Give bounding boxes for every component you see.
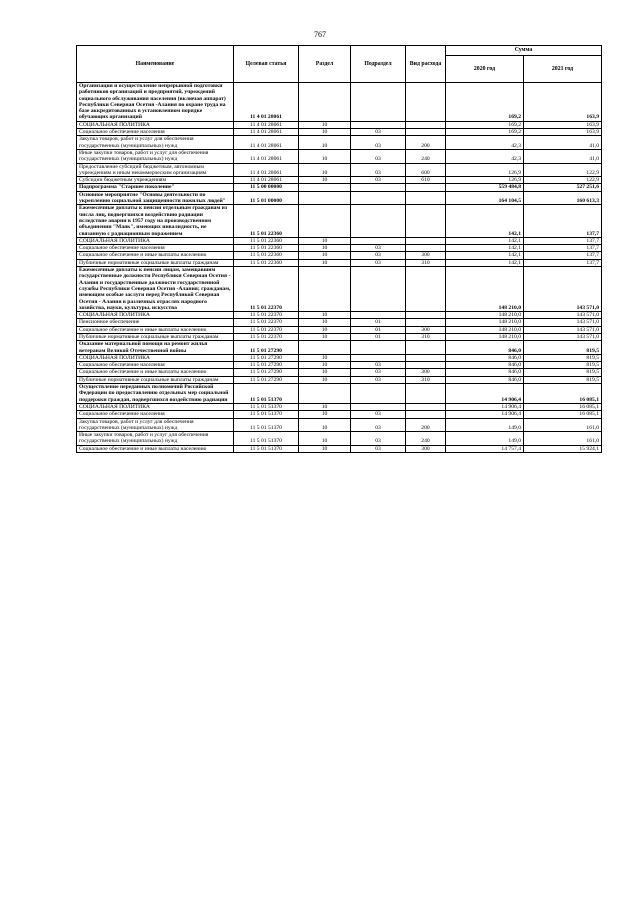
- table-row: [77, 411, 602, 418]
- table-row: [77, 252, 602, 259]
- cell-sum-2020: 164 104,5: [446, 191, 524, 205]
- cell-sum-2021: 527 251,6: [524, 184, 602, 191]
- cell-target-code: 11 5 01 22360: [234, 237, 299, 244]
- cell-expense-type: 300: [406, 369, 446, 376]
- cell-sum-2020: 846,0: [446, 362, 524, 369]
- cell-target-code: 11 5 01 00000: [234, 191, 299, 205]
- cell-subsection: 03: [351, 177, 406, 184]
- cell-sum-2020: 846,0: [446, 376, 524, 383]
- cell-subsection: 03: [351, 362, 406, 369]
- cell-section: [299, 267, 351, 312]
- cell-subsection: [351, 354, 406, 361]
- table-row: [77, 245, 602, 252]
- cell-section: 10: [299, 403, 351, 410]
- table-row: [77, 445, 602, 452]
- cell-expense-type: [406, 403, 446, 410]
- cell-target-code: 11 5 01 51370: [234, 418, 299, 432]
- cell-expense-type: [406, 362, 446, 369]
- cell-sum-2021: 137,7: [524, 252, 602, 259]
- cell-target-code: 11 5 01 51370: [234, 445, 299, 452]
- cell-sum-2020: 846,0: [446, 354, 524, 361]
- cell-section: 10: [299, 411, 351, 418]
- cell-expense-type: [406, 121, 446, 128]
- cell-sum-2020: 126,9: [446, 177, 524, 184]
- cell-expense-type: 610: [406, 177, 446, 184]
- cell-sum-2021: 143 571,0: [524, 312, 602, 319]
- cell-expense-type: 310: [406, 259, 446, 266]
- cell-expense-type: 310: [406, 376, 446, 383]
- cell-section: 10: [299, 121, 351, 128]
- cell-section: [299, 205, 351, 237]
- cell-sum-2021: 137,7: [524, 205, 602, 237]
- cell-sum-2020: 142,1: [446, 252, 524, 259]
- cell-name: Социальное обеспечение и иные выплаты населению: [77, 326, 234, 333]
- cell-section: 10: [299, 445, 351, 452]
- cell-subsection: [351, 237, 406, 244]
- cell-sum-2020: 148 210,0: [446, 333, 524, 340]
- cell-target-code: 11 5 01 22360: [234, 252, 299, 259]
- cell-sum-2021: 122,9: [524, 177, 602, 184]
- cell-subsection: 03: [351, 252, 406, 259]
- cell-subsection: 03: [351, 129, 406, 136]
- table-row: [77, 83, 602, 122]
- table-row: [77, 177, 602, 184]
- table-row: [77, 312, 602, 319]
- cell-sum-2020: 14 757,4: [446, 445, 524, 452]
- cell-target-code: 11 4 01 28061: [234, 136, 299, 150]
- cell-section: 10: [299, 129, 351, 136]
- cell-target-code: 11 4 01 28061: [234, 129, 299, 136]
- cell-expense-type: 200: [406, 418, 446, 432]
- table-row: [77, 163, 602, 177]
- cell-target-code: 11 5 01 22370: [234, 312, 299, 319]
- cell-expense-type: [406, 129, 446, 136]
- cell-sum-2021: 163,9: [524, 121, 602, 128]
- table-body: [77, 83, 602, 453]
- budget-table: [76, 45, 602, 453]
- cell-target-code: 11 4 01 28061: [234, 83, 299, 122]
- cell-subsection: [351, 191, 406, 205]
- cell-sum-2021: 137,7: [524, 237, 602, 244]
- page-number: 767: [314, 30, 326, 39]
- cell-section: 10: [299, 376, 351, 383]
- table-row: [77, 129, 602, 136]
- cell-subsection: [351, 384, 406, 404]
- cell-name: Пенсионное обеспечение: [77, 319, 234, 326]
- cell-subsection: 03: [351, 163, 406, 177]
- cell-subsection: 01: [351, 326, 406, 333]
- cell-sum-2020: 14 906,4: [446, 411, 524, 418]
- cell-section: [299, 341, 351, 355]
- cell-name: Социальное обеспечение и иные выплаты населению: [77, 252, 234, 259]
- cell-sum-2020: 42,3: [446, 136, 524, 150]
- cell-target-code: 11 5 01 22370: [234, 326, 299, 333]
- table-row: [77, 418, 602, 432]
- table-row: [77, 149, 602, 163]
- cell-expense-type: [406, 319, 446, 326]
- cell-name: Социальное обеспечение населения: [77, 411, 234, 418]
- cell-target-code: 11 5 01 27290: [234, 376, 299, 383]
- table-row: [77, 333, 602, 340]
- cell-target-code: 11 5 01 22360: [234, 205, 299, 237]
- cell-sum-2020: 148 210,0: [446, 267, 524, 312]
- cell-section: [299, 184, 351, 191]
- cell-section: 10: [299, 237, 351, 244]
- cell-target-code: 11 4 01 28061: [234, 149, 299, 163]
- cell-target-code: 11 5 01 27290: [234, 362, 299, 369]
- cell-target-code: 11 5 01 51370: [234, 384, 299, 404]
- table-row: [77, 267, 602, 312]
- cell-sum-2021: 122,9: [524, 163, 602, 177]
- cell-expense-type: 300: [406, 252, 446, 259]
- header-target: Целевая статья: [234, 46, 299, 83]
- cell-section: 10: [299, 177, 351, 184]
- header-year-2021: 2021 год: [524, 56, 602, 83]
- header-subsection: Подраздел: [351, 46, 406, 83]
- cell-section: 10: [299, 319, 351, 326]
- cell-section: 10: [299, 312, 351, 319]
- cell-sum-2021: 16 085,1: [524, 411, 602, 418]
- cell-section: 10: [299, 333, 351, 340]
- cell-target-code: 11 4 01 28061: [234, 163, 299, 177]
- cell-expense-type: [406, 354, 446, 361]
- cell-name: Социальное обеспечение населения: [77, 362, 234, 369]
- cell-sum-2020: 142,1: [446, 259, 524, 266]
- cell-sum-2021: 143 571,0: [524, 267, 602, 312]
- cell-name: Публичные нормативные социальные выплаты гражданам: [77, 376, 234, 383]
- table-row: [77, 362, 602, 369]
- cell-target-code: 11 5 00 00000: [234, 184, 299, 191]
- cell-expense-type: [406, 83, 446, 122]
- cell-target-code: 11 5 01 27290: [234, 354, 299, 361]
- cell-sum-2020: 148 210,0: [446, 312, 524, 319]
- cell-section: 10: [299, 252, 351, 259]
- cell-target-code: 11 5 01 22370: [234, 319, 299, 326]
- cell-name: Иные закупки товаров, работ и услуг для обеспечения государственных (муниципальных) нужд: [77, 149, 234, 163]
- cell-subsection: [351, 341, 406, 355]
- cell-target-code: 11 5 01 22370: [234, 333, 299, 340]
- cell-name: Осуществление переданных полномочий Российской Федерации по предоставлению отдельных мер социальной поддержки граждан, подвергшихся воздействию радиации: [77, 384, 234, 404]
- cell-sum-2020: 169,2: [446, 83, 524, 122]
- cell-name: СОЦИАЛЬНАЯ ПОЛИТИКА: [77, 403, 234, 410]
- cell-expense-type: 240: [406, 432, 446, 446]
- header-name: Наименование: [77, 46, 234, 83]
- table-row: [77, 403, 602, 410]
- table-row: [77, 319, 602, 326]
- cell-sum-2021: 819,5: [524, 369, 602, 376]
- cell-section: 10: [299, 245, 351, 252]
- table-row: [77, 205, 602, 237]
- cell-name: СОЦИАЛЬНАЯ ПОЛИТИКА: [77, 354, 234, 361]
- cell-subsection: [351, 205, 406, 237]
- cell-target-code: 11 5 01 51370: [234, 432, 299, 446]
- cell-sum-2021: 15 924,1: [524, 445, 602, 452]
- cell-name: Подпрограмма "Старшее поколение": [77, 184, 234, 191]
- cell-sum-2021: 143 571,0: [524, 333, 602, 340]
- cell-sum-2021: 819,5: [524, 376, 602, 383]
- cell-name: Закупка товаров, работ и услуг для обеспечения государственных (муниципальных) нужд: [77, 136, 234, 150]
- cell-name: Публичные нормативные социальные выплаты гражданам: [77, 259, 234, 266]
- cell-sum-2020: 42,3: [446, 149, 524, 163]
- cell-expense-type: 240: [406, 149, 446, 163]
- cell-section: [299, 83, 351, 122]
- cell-name: Предоставление субсидий бюджетным, автономным учреждениям и иным некоммерческим организациям: [77, 163, 234, 177]
- table-row: [77, 369, 602, 376]
- header-sum: Сумма: [446, 46, 602, 56]
- cell-target-code: 11 5 01 27290: [234, 341, 299, 355]
- cell-sum-2021: 137,7: [524, 259, 602, 266]
- cell-sum-2020: 148 210,0: [446, 326, 524, 333]
- cell-sum-2020: 149,0: [446, 418, 524, 432]
- cell-sum-2021: 41,0: [524, 136, 602, 150]
- cell-subsection: 03: [351, 445, 406, 452]
- cell-expense-type: [406, 341, 446, 355]
- table-row: [77, 191, 602, 205]
- cell-sum-2021: 819,5: [524, 362, 602, 369]
- cell-name: СОЦИАЛЬНАЯ ПОЛИТИКА: [77, 312, 234, 319]
- cell-subsection: 03: [351, 369, 406, 376]
- cell-subsection: [351, 83, 406, 122]
- cell-subsection: 03: [351, 411, 406, 418]
- cell-sum-2020: 148 210,0: [446, 319, 524, 326]
- header-year-2020: 2020 год: [446, 56, 524, 83]
- cell-subsection: 03: [351, 418, 406, 432]
- cell-expense-type: 300: [406, 445, 446, 452]
- header-expense-type: Вид расхода: [406, 46, 446, 83]
- cell-sum-2020: 149,0: [446, 432, 524, 446]
- cell-subsection: 01: [351, 333, 406, 340]
- cell-sum-2020: 14 906,4: [446, 403, 524, 410]
- cell-subsection: 03: [351, 376, 406, 383]
- table-row: [77, 237, 602, 244]
- table-row: [77, 341, 602, 355]
- table-row: [77, 432, 602, 446]
- cell-expense-type: [406, 245, 446, 252]
- cell-target-code: 11 5 01 22360: [234, 259, 299, 266]
- cell-section: [299, 384, 351, 404]
- cell-name: СОЦИАЛЬНАЯ ПОЛИТИКА: [77, 237, 234, 244]
- cell-subsection: 03: [351, 259, 406, 266]
- table-row: [77, 384, 602, 404]
- cell-name: Социальное обеспечение населения: [77, 245, 234, 252]
- cell-target-code: 11 5 01 51370: [234, 411, 299, 418]
- cell-section: 10: [299, 418, 351, 432]
- table-row: [77, 136, 602, 150]
- cell-expense-type: [406, 267, 446, 312]
- cell-sum-2020: 142,1: [446, 205, 524, 237]
- cell-sum-2021: 143 571,0: [524, 326, 602, 333]
- cell-expense-type: [406, 312, 446, 319]
- cell-section: 10: [299, 259, 351, 266]
- cell-subsection: 03: [351, 136, 406, 150]
- cell-expense-type: 600: [406, 163, 446, 177]
- cell-sum-2021: 819,5: [524, 354, 602, 361]
- cell-expense-type: [406, 205, 446, 237]
- cell-sum-2021: 819,5: [524, 341, 602, 355]
- cell-name: Оказание материальной помощи на ремонт жилья ветеранам Великой Отечественной войны: [77, 341, 234, 355]
- cell-sum-2021: 143 571,0: [524, 319, 602, 326]
- cell-sum-2020: 126,9: [446, 163, 524, 177]
- cell-target-code: 11 4 01 28061: [234, 121, 299, 128]
- table-row: [77, 376, 602, 383]
- cell-sum-2020: 846,0: [446, 369, 524, 376]
- table-row: [77, 121, 602, 128]
- header-row-top: [77, 46, 602, 56]
- cell-sum-2021: 41,0: [524, 149, 602, 163]
- cell-sum-2020: 846,0: [446, 341, 524, 355]
- cell-sum-2020: 142,1: [446, 237, 524, 244]
- cell-subsection: [351, 312, 406, 319]
- cell-section: 10: [299, 163, 351, 177]
- cell-subsection: [351, 403, 406, 410]
- cell-name: Публичные нормативные социальные выплаты гражданам: [77, 333, 234, 340]
- cell-section: 10: [299, 369, 351, 376]
- cell-sum-2021: 161,0: [524, 418, 602, 432]
- cell-name: Социальное обеспечение и иные выплаты населению: [77, 369, 234, 376]
- cell-expense-type: [406, 384, 446, 404]
- cell-expense-type: [406, 191, 446, 205]
- table-row: [77, 354, 602, 361]
- cell-sum-2021: 163,9: [524, 129, 602, 136]
- cell-sum-2021: 16 085,1: [524, 403, 602, 410]
- cell-sum-2020: 14 906,4: [446, 384, 524, 404]
- cell-expense-type: [406, 237, 446, 244]
- cell-section: [299, 191, 351, 205]
- cell-section: 10: [299, 136, 351, 150]
- cell-sum-2020: 559 484,8: [446, 184, 524, 191]
- cell-target-code: 11 5 01 27290: [234, 369, 299, 376]
- cell-sum-2021: 137,7: [524, 245, 602, 252]
- cell-sum-2020: 142,1: [446, 245, 524, 252]
- cell-sum-2020: 169,2: [446, 129, 524, 136]
- cell-expense-type: [406, 184, 446, 191]
- cell-target-code: 11 5 01 51370: [234, 403, 299, 410]
- table-row: [77, 259, 602, 266]
- cell-subsection: [351, 121, 406, 128]
- cell-expense-type: [406, 411, 446, 418]
- cell-name: СОЦИАЛЬНАЯ ПОЛИТИКА: [77, 121, 234, 128]
- cell-expense-type: 300: [406, 326, 446, 333]
- cell-name: Ежемесячные доплаты к пенсии лицам, замещавшим государственные должности Республики Северная Осетия - Алания и государственные должности государственной службы Республики Северная Осетия -Алания; гражданам, имеющим особые заслуги перед Республикой Северная Осетия - Алания в различных отраслях народного хозяйства, науки, культуры, искусства: [77, 267, 234, 312]
- cell-subsection: 03: [351, 432, 406, 446]
- cell-target-code: 11 5 01 22360: [234, 245, 299, 252]
- cell-name: Ежемесячные доплаты к пенсии отдельным гражданам из числа лиц, подвергшихся воздействию радиации вследствие аварии в 1957 году на производственном объединении "Маяк", имеющих инвалидность, не связанную с радиационным поражением: [77, 205, 234, 237]
- table-row: [77, 326, 602, 333]
- cell-name: Субсидии бюджетным учреждениям: [77, 177, 234, 184]
- cell-sum-2021: 163,9: [524, 83, 602, 122]
- cell-sum-2021: 161,0: [524, 432, 602, 446]
- cell-subsection: 03: [351, 245, 406, 252]
- cell-target-code: 11 4 01 28061: [234, 177, 299, 184]
- cell-name: Иные закупки товаров, работ и услуг для обеспечения государственных (муниципальных) нужд: [77, 432, 234, 446]
- cell-expense-type: 310: [406, 333, 446, 340]
- cell-sum-2021: 16 085,1: [524, 384, 602, 404]
- header-section: Раздел: [299, 46, 351, 83]
- cell-section: 10: [299, 362, 351, 369]
- cell-name: Основное мероприятие "Основы деятельности по укреплению социальной защищенности пожилых людей": [77, 191, 234, 205]
- cell-subsection: [351, 184, 406, 191]
- table-row: [77, 184, 602, 191]
- cell-target-code: 11 5 01 22370: [234, 267, 299, 312]
- cell-sum-2020: 169,2: [446, 121, 524, 128]
- cell-section: 10: [299, 354, 351, 361]
- cell-subsection: [351, 267, 406, 312]
- cell-name: Организация и осуществление непрерывной подготовки работников организаций и предприятий, учреждений социального обслуживания населения (включая аппарат) Республики Северная Осетия -Алания по охране труда на базе аккредитованных в установленном порядке обучающих организаций: [77, 83, 234, 122]
- cell-expense-type: 200: [406, 136, 446, 150]
- cell-section: 10: [299, 432, 351, 446]
- cell-name: Закупка товаров, работ и услуг для обеспечения государственных (муниципальных) нужд: [77, 418, 234, 432]
- cell-subsection: 01: [351, 319, 406, 326]
- cell-sum-2021: 160 613,3: [524, 191, 602, 205]
- cell-name: Социальное обеспечение и иные выплаты населению: [77, 445, 234, 452]
- cell-subsection: 03: [351, 149, 406, 163]
- cell-section: 10: [299, 326, 351, 333]
- cell-section: 10: [299, 149, 351, 163]
- cell-name: Социальное обеспечение населения: [77, 129, 234, 136]
